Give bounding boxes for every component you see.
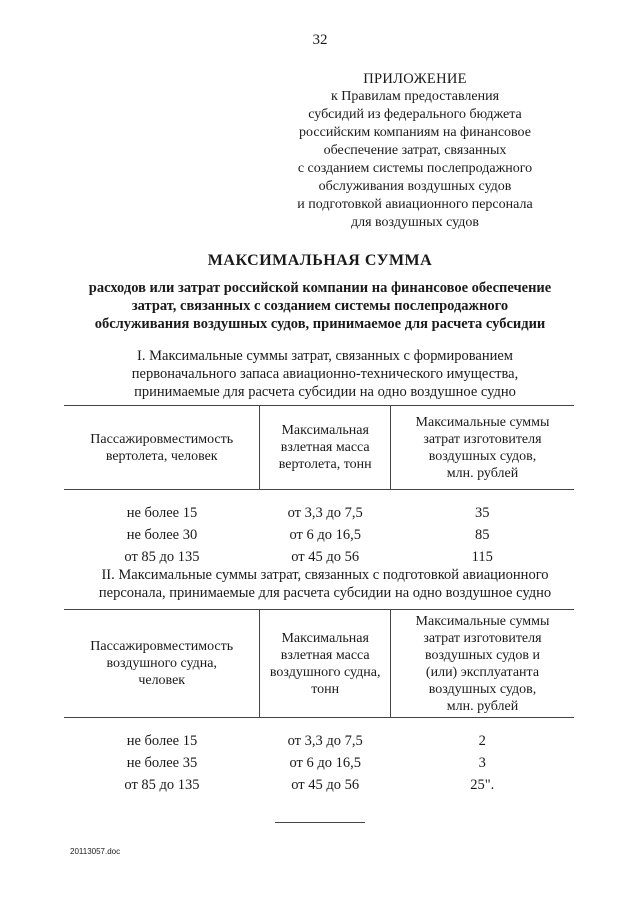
- cell-mass: от 6 до 16,5: [289, 755, 361, 771]
- cell-mass: от 45 до 56: [291, 777, 360, 793]
- cell-mass: от 6 до 16,5: [289, 527, 361, 543]
- cell-capacity: не более 35: [126, 755, 198, 771]
- table-row: [64, 502, 574, 524]
- section1-heading-line: I. Максимальные суммы затрат, связанных с формированием: [137, 348, 513, 364]
- header-line: (или) эксплуатанта: [425, 664, 540, 680]
- table-row: [64, 774, 574, 796]
- header-line: затрат изготовителя: [423, 630, 542, 646]
- appendix-line: к Правилам предоставления: [330, 89, 500, 104]
- cell-mass: от 45 до 56: [291, 549, 360, 565]
- header-line: вертолета, тонн: [278, 457, 372, 472]
- section1-heading-line: принимаемые для расчета субсидии на одно воздушное судно: [134, 384, 516, 400]
- appendix-line: с созданием системы послепродажного: [297, 161, 533, 176]
- document-subtitle: [60, 279, 580, 333]
- cell-amount: 3: [478, 755, 486, 771]
- header-line: воздушного судна,: [106, 656, 217, 671]
- cell-amount: 2: [478, 733, 486, 749]
- appendix-line: обеспечение затрат, связанных: [323, 143, 507, 158]
- header-line: взлетная масса: [280, 647, 370, 663]
- header-line: Пассажировместимость: [90, 431, 234, 447]
- footer-doc-code: 20113057.doc: [70, 847, 121, 856]
- cell-capacity: от 85 до 135: [124, 549, 200, 565]
- table-header-row: [64, 406, 574, 490]
- cell-capacity: от 85 до 135: [124, 777, 200, 793]
- table-spacer: [64, 490, 574, 503]
- cell-capacity: не более 15: [126, 733, 198, 749]
- header-capacity: [64, 610, 260, 718]
- header-line: Максимальная: [281, 630, 369, 646]
- table-spacer: [64, 718, 574, 731]
- table-row: [64, 730, 574, 752]
- header-line: воздушных судов,: [428, 448, 537, 464]
- cell-amount: 85: [474, 527, 490, 543]
- header-mass: [260, 610, 391, 718]
- cell-amount: 25".: [470, 777, 495, 793]
- header-line: млн. рублей: [446, 465, 519, 481]
- cell-amount: 35: [474, 505, 490, 521]
- appendix-block: [270, 70, 560, 232]
- document-title: МАКСИМАЛЬНАЯ СУММА: [207, 252, 433, 269]
- subtitle-line: затрат, связанных с созданием системы послепродажного: [131, 298, 509, 314]
- appendix-heading: ПРИЛОЖЕНИЕ: [363, 71, 467, 87]
- appendix-line: и подготовкой авиационного персонала: [297, 197, 533, 212]
- appendix-line: субсидий из федерального бюджета: [308, 107, 522, 122]
- cell-mass: от 3,3 до 7,5: [287, 505, 363, 521]
- cell-capacity: не более 15: [126, 505, 198, 521]
- header-amount: [390, 610, 574, 718]
- section1-heading: [70, 347, 580, 401]
- appendix-line: российским компаниям на финансовое: [299, 125, 531, 140]
- cell-amount: 115: [471, 549, 493, 565]
- table-row: [64, 524, 574, 546]
- section1-heading-line: первоначального запаса авиационно-технического имущества,: [131, 366, 519, 382]
- header-line: воздушных судов и: [425, 647, 540, 663]
- header-line: Максимальные суммы: [415, 613, 550, 629]
- appendix-line: для воздушных судов: [350, 215, 480, 230]
- section2-heading: [70, 566, 580, 602]
- header-amount: [390, 406, 574, 490]
- header-line: Максимальные суммы: [415, 414, 550, 430]
- table-header-row: [64, 610, 574, 718]
- header-line: взлетная масса: [280, 440, 370, 455]
- section2-heading-line: II. Максимальные суммы затрат, связанных с подготовкой авиационного: [101, 567, 549, 583]
- section1-table: [64, 405, 574, 568]
- separator-line: [275, 822, 365, 823]
- table-row: [64, 752, 574, 774]
- header-line: тонн: [311, 681, 340, 697]
- subtitle-line: расходов или затрат российской компании на финансовое обеспечение: [88, 280, 552, 296]
- header-line: млн. рублей: [446, 698, 519, 714]
- header-line: Максимальная: [281, 423, 369, 438]
- header-line: воздушного судна,: [269, 664, 381, 680]
- header-mass: [260, 406, 391, 490]
- header-line: вертолета, человек: [105, 448, 218, 464]
- section2-heading-line: персонала, принимаемые для расчета субсидии на одно воздушное судно: [98, 585, 552, 601]
- header-line: воздушных судов,: [428, 681, 537, 697]
- header-line: человек: [138, 673, 186, 688]
- section2-table: [64, 609, 574, 796]
- table-row: [64, 546, 574, 568]
- appendix-line: обслуживания воздушных судов: [318, 179, 512, 194]
- header-line: Пассажировместимость: [90, 639, 234, 654]
- page-number: 32: [312, 32, 328, 48]
- header-capacity: [64, 406, 260, 490]
- cell-capacity: не более 30: [126, 527, 198, 543]
- header-line: затрат изготовителя: [423, 431, 542, 447]
- cell-mass: от 3,3 до 7,5: [287, 733, 363, 749]
- subtitle-line: обслуживания воздушных судов, принимаемое для расчета субсидии: [94, 316, 546, 332]
